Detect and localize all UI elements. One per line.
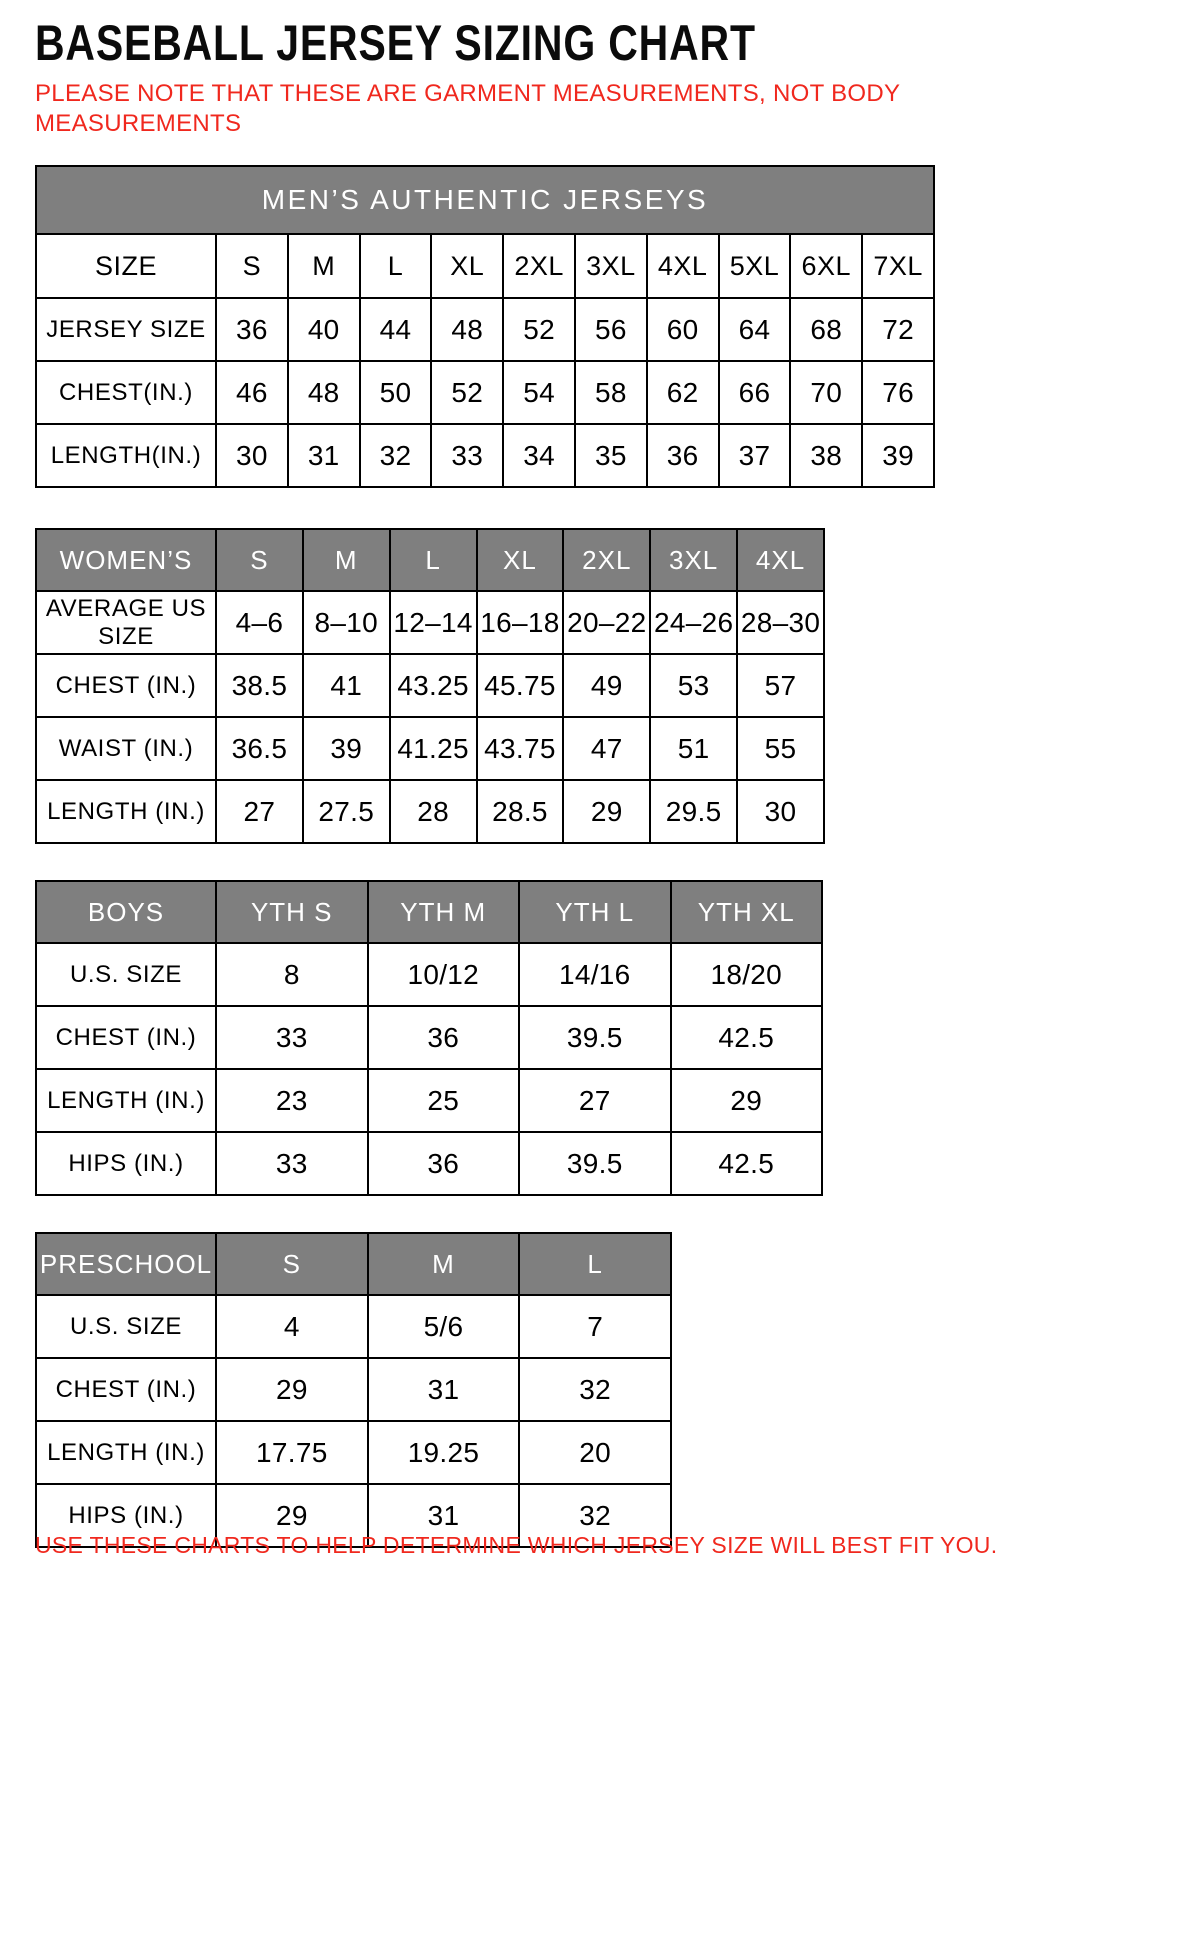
- value-cell: 32: [360, 424, 432, 487]
- table-row: [36, 717, 824, 780]
- value-cell: 5/6: [368, 1295, 520, 1358]
- value-cell: 30: [216, 424, 288, 487]
- row-header: HIPS (IN.): [36, 1484, 216, 1547]
- value-cell: 47: [563, 717, 650, 780]
- value-cell: 40: [288, 298, 360, 361]
- page-title: BASEBALL JERSEY SIZING CHART: [35, 15, 756, 71]
- womens-table: [35, 528, 825, 844]
- value-cell: 51: [650, 717, 737, 780]
- table-row: [36, 361, 934, 424]
- boys-table: [35, 880, 823, 1196]
- mens-authentic-jerseys-table: [35, 165, 935, 488]
- value-cell: 56: [575, 298, 647, 361]
- row-header: CHEST (IN.): [36, 1358, 216, 1421]
- preschool-table: [35, 1232, 672, 1548]
- table-row: [36, 424, 934, 487]
- value-cell: 27.5: [303, 780, 390, 843]
- column-header: XL: [477, 529, 564, 591]
- value-cell: 31: [288, 424, 360, 487]
- value-cell: 29: [671, 1069, 823, 1132]
- value-cell: 31: [368, 1484, 520, 1547]
- column-header: M: [288, 234, 360, 298]
- value-cell: 14/16: [519, 943, 671, 1006]
- value-cell: 27: [216, 780, 303, 843]
- value-cell: 20–22: [563, 591, 650, 654]
- table-row: [36, 943, 822, 1006]
- footer-note: USE THESE CHARTS TO HELP DETERMINE WHICH JERSEY SIZE WILL BEST FIT YOU.: [35, 1532, 998, 1558]
- womens-table-holder: [35, 528, 1200, 844]
- row-header: U.S. SIZE: [36, 1295, 216, 1358]
- value-cell: 28–30: [737, 591, 824, 654]
- value-cell: 18/20: [671, 943, 823, 1006]
- value-cell: 48: [431, 298, 503, 361]
- garment-measurement-note: PLEASE NOTE THAT THESE ARE GARMENT MEASUREMENTS, NOT BODY MEASUREMENTS: [35, 80, 900, 137]
- value-cell: 32: [519, 1484, 671, 1547]
- value-cell: 49: [563, 654, 650, 717]
- column-header: YTH XL: [671, 881, 823, 943]
- value-cell: 27: [519, 1069, 671, 1132]
- column-header: L: [360, 234, 432, 298]
- column-header: SIZE: [36, 234, 216, 298]
- value-cell: 28: [390, 780, 477, 843]
- value-cell: 29: [563, 780, 650, 843]
- table-row: [36, 591, 824, 654]
- value-cell: 62: [647, 361, 719, 424]
- value-cell: 10/12: [368, 943, 520, 1006]
- row-header: LENGTH(IN.): [36, 424, 216, 487]
- header-row: [36, 234, 934, 298]
- value-cell: 33: [216, 1132, 368, 1195]
- table-row: [36, 780, 824, 843]
- row-header: CHEST (IN.): [36, 1006, 216, 1069]
- value-cell: 35: [575, 424, 647, 487]
- mens-authentic-jerseys-banner: MEN’S AUTHENTIC JERSEYS: [36, 166, 934, 234]
- table-row: [36, 298, 934, 361]
- column-header: 5XL: [719, 234, 791, 298]
- row-header: JERSEY SIZE: [36, 298, 216, 361]
- value-cell: 60: [647, 298, 719, 361]
- value-cell: 39: [303, 717, 390, 780]
- value-cell: 37: [719, 424, 791, 487]
- value-cell: 25: [368, 1069, 520, 1132]
- row-header: CHEST(IN.): [36, 361, 216, 424]
- column-header: S: [216, 529, 303, 591]
- column-header: 7XL: [862, 234, 934, 298]
- value-cell: 50: [360, 361, 432, 424]
- value-cell: 66: [719, 361, 791, 424]
- value-cell: 43.75: [477, 717, 564, 780]
- header-row: [36, 1233, 671, 1295]
- column-header: 3XL: [575, 234, 647, 298]
- value-cell: 29: [216, 1484, 368, 1547]
- value-cell: 54: [503, 361, 575, 424]
- column-header: XL: [431, 234, 503, 298]
- value-cell: 36: [647, 424, 719, 487]
- column-header: S: [216, 1233, 368, 1295]
- value-cell: 46: [216, 361, 288, 424]
- column-header: YTH L: [519, 881, 671, 943]
- value-cell: 52: [431, 361, 503, 424]
- column-header: 6XL: [790, 234, 862, 298]
- column-header: PRESCHOOL: [36, 1233, 216, 1295]
- value-cell: 41: [303, 654, 390, 717]
- value-cell: 34: [503, 424, 575, 487]
- table-row: [36, 1006, 822, 1069]
- column-header: L: [519, 1233, 671, 1295]
- row-header: LENGTH (IN.): [36, 780, 216, 843]
- value-cell: 41.25: [390, 717, 477, 780]
- value-cell: 72: [862, 298, 934, 361]
- header-row: [36, 529, 824, 591]
- row-header: U.S. SIZE: [36, 943, 216, 1006]
- value-cell: 4: [216, 1295, 368, 1358]
- value-cell: 39.5: [519, 1132, 671, 1195]
- value-cell: 24–26: [650, 591, 737, 654]
- column-header: 4XL: [647, 234, 719, 298]
- value-cell: 29: [216, 1358, 368, 1421]
- column-header: YTH M: [368, 881, 520, 943]
- boys-table-holder: [35, 880, 1200, 1196]
- value-cell: 28.5: [477, 780, 564, 843]
- mens-table-holder: [35, 165, 1200, 488]
- value-cell: 30: [737, 780, 824, 843]
- value-cell: 4–6: [216, 591, 303, 654]
- table-row: [36, 1132, 822, 1195]
- value-cell: 16–18: [477, 591, 564, 654]
- value-cell: 7: [519, 1295, 671, 1358]
- value-cell: 8–10: [303, 591, 390, 654]
- value-cell: 33: [431, 424, 503, 487]
- table-row: [36, 1295, 671, 1358]
- value-cell: 12–14: [390, 591, 477, 654]
- value-cell: 55: [737, 717, 824, 780]
- value-cell: 48: [288, 361, 360, 424]
- row-header: AVERAGE US SIZE: [36, 591, 216, 654]
- row-header: CHEST (IN.): [36, 654, 216, 717]
- row-header: LENGTH (IN.): [36, 1069, 216, 1132]
- value-cell: 8: [216, 943, 368, 1006]
- column-header: L: [390, 529, 477, 591]
- value-cell: 45.75: [477, 654, 564, 717]
- value-cell: 36: [216, 298, 288, 361]
- value-cell: 17.75: [216, 1421, 368, 1484]
- value-cell: 68: [790, 298, 862, 361]
- value-cell: 43.25: [390, 654, 477, 717]
- value-cell: 44: [360, 298, 432, 361]
- table-row: [36, 654, 824, 717]
- table-row: [36, 1358, 671, 1421]
- row-header: HIPS (IN.): [36, 1132, 216, 1195]
- column-header: 4XL: [737, 529, 824, 591]
- value-cell: 52: [503, 298, 575, 361]
- value-cell: 20: [519, 1421, 671, 1484]
- column-header: M: [303, 529, 390, 591]
- value-cell: 33: [216, 1006, 368, 1069]
- value-cell: 38: [790, 424, 862, 487]
- column-header: BOYS: [36, 881, 216, 943]
- value-cell: 53: [650, 654, 737, 717]
- column-header: M: [368, 1233, 520, 1295]
- value-cell: 23: [216, 1069, 368, 1132]
- table-row: [36, 1069, 822, 1132]
- header-row: [36, 881, 822, 943]
- value-cell: 32: [519, 1358, 671, 1421]
- value-cell: 58: [575, 361, 647, 424]
- value-cell: 36: [368, 1132, 520, 1195]
- value-cell: 70: [790, 361, 862, 424]
- preschool-table-holder: [35, 1232, 1200, 1548]
- value-cell: 39: [862, 424, 934, 487]
- row-header: LENGTH (IN.): [36, 1421, 216, 1484]
- value-cell: 39.5: [519, 1006, 671, 1069]
- column-header: WOMEN’S: [36, 529, 216, 591]
- column-header: 2XL: [563, 529, 650, 591]
- column-header: 2XL: [503, 234, 575, 298]
- value-cell: 42.5: [671, 1006, 823, 1069]
- table-row: [36, 1421, 671, 1484]
- row-header: WAIST (IN.): [36, 717, 216, 780]
- value-cell: 42.5: [671, 1132, 823, 1195]
- value-cell: 36: [368, 1006, 520, 1069]
- value-cell: 64: [719, 298, 791, 361]
- value-cell: 19.25: [368, 1421, 520, 1484]
- column-header: S: [216, 234, 288, 298]
- value-cell: 36.5: [216, 717, 303, 780]
- column-header: 3XL: [650, 529, 737, 591]
- value-cell: 76: [862, 361, 934, 424]
- value-cell: 29.5: [650, 780, 737, 843]
- value-cell: 38.5: [216, 654, 303, 717]
- column-header: YTH S: [216, 881, 368, 943]
- value-cell: 31: [368, 1358, 520, 1421]
- value-cell: 57: [737, 654, 824, 717]
